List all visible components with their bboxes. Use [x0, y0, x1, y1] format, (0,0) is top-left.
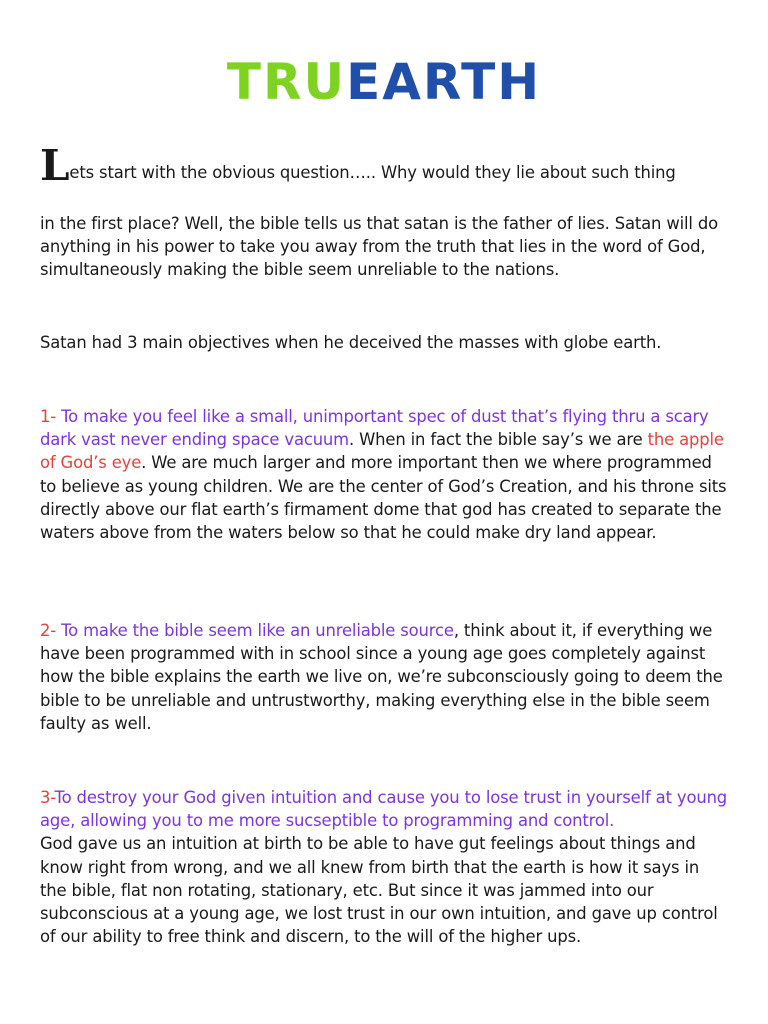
- objective-3-text: God gave us an intuition at birth to be able to have gut feelings about things and know right from wrong, and we all knew from birth that the earth is how it says in the bible, flat non rotating, stationary, etc. But since it was jammed into our subconscious at a young age, we lost trust in our own intuition, and gave up control of our ability to free think and discern, to the will of the higher ups.: [40, 834, 718, 947]
- drop-cap: L: [40, 141, 70, 190]
- logo-earth: EARTH: [346, 53, 542, 111]
- objective-1-highlight: the apple of God’s eye: [40, 430, 724, 473]
- objective-2-number: 2-: [40, 621, 57, 640]
- logo-tru: TRU: [226, 53, 347, 111]
- objective-2-text: , think about it, if everything we have been programmed with in school since a young age goes completely against how the bible explains the earth we live on, we’re subconsciously going to deem the bible to be unreliable and untrustworthy, making everything else in the bible seem faulty as well.: [40, 621, 723, 733]
- objective-3-heading: To destroy your God given intuition and cause you to lose trust in yourself at young age, allowing you to me more sucseptible to programming and control.: [40, 788, 728, 831]
- objective-3-number: 3-: [40, 788, 55, 807]
- truearth-logo: [0, 52, 768, 112]
- objective-3-paragraph: [40, 786, 730, 948]
- objective-2-heading: To make the bible seem like an unreliable source: [56, 621, 454, 640]
- intro-first-line: [40, 141, 730, 190]
- intro-paragraph: in the first place? Well, the bible tells us that satan is the father of lies. Satan will do anything in his power to take you away from the truth that lies in the word of God, simultaneously making the bible seem unreliable to the nations.: [40, 214, 719, 280]
- objective-1-paragraph: [40, 405, 730, 544]
- objective-1-text-a: . When in fact the bible say’s we are: [349, 430, 648, 450]
- objective-1-text-b: . We are much larger and more important then we where programmed to believe as young children. We are the center of God’s Creation, and his throne sits directly above our flat earth’s firmament dome that god has created to separate the waters above from the waters below so that he could make dry land appear.: [40, 453, 727, 543]
- intro-line1: ets start with the obvious question….. Why would they lie about such thing: [69, 163, 676, 182]
- objective-1-number: 1-: [40, 407, 57, 426]
- objectives-intro: Satan had 3 main objectives when he deceived the masses with globe earth.: [40, 333, 662, 352]
- objective-1-heading: To make you feel like a small, unimportant spec of dust that’s flying thru a scary dark vast never ending space vacuum: [40, 407, 709, 450]
- objective-2-paragraph: [40, 619, 730, 735]
